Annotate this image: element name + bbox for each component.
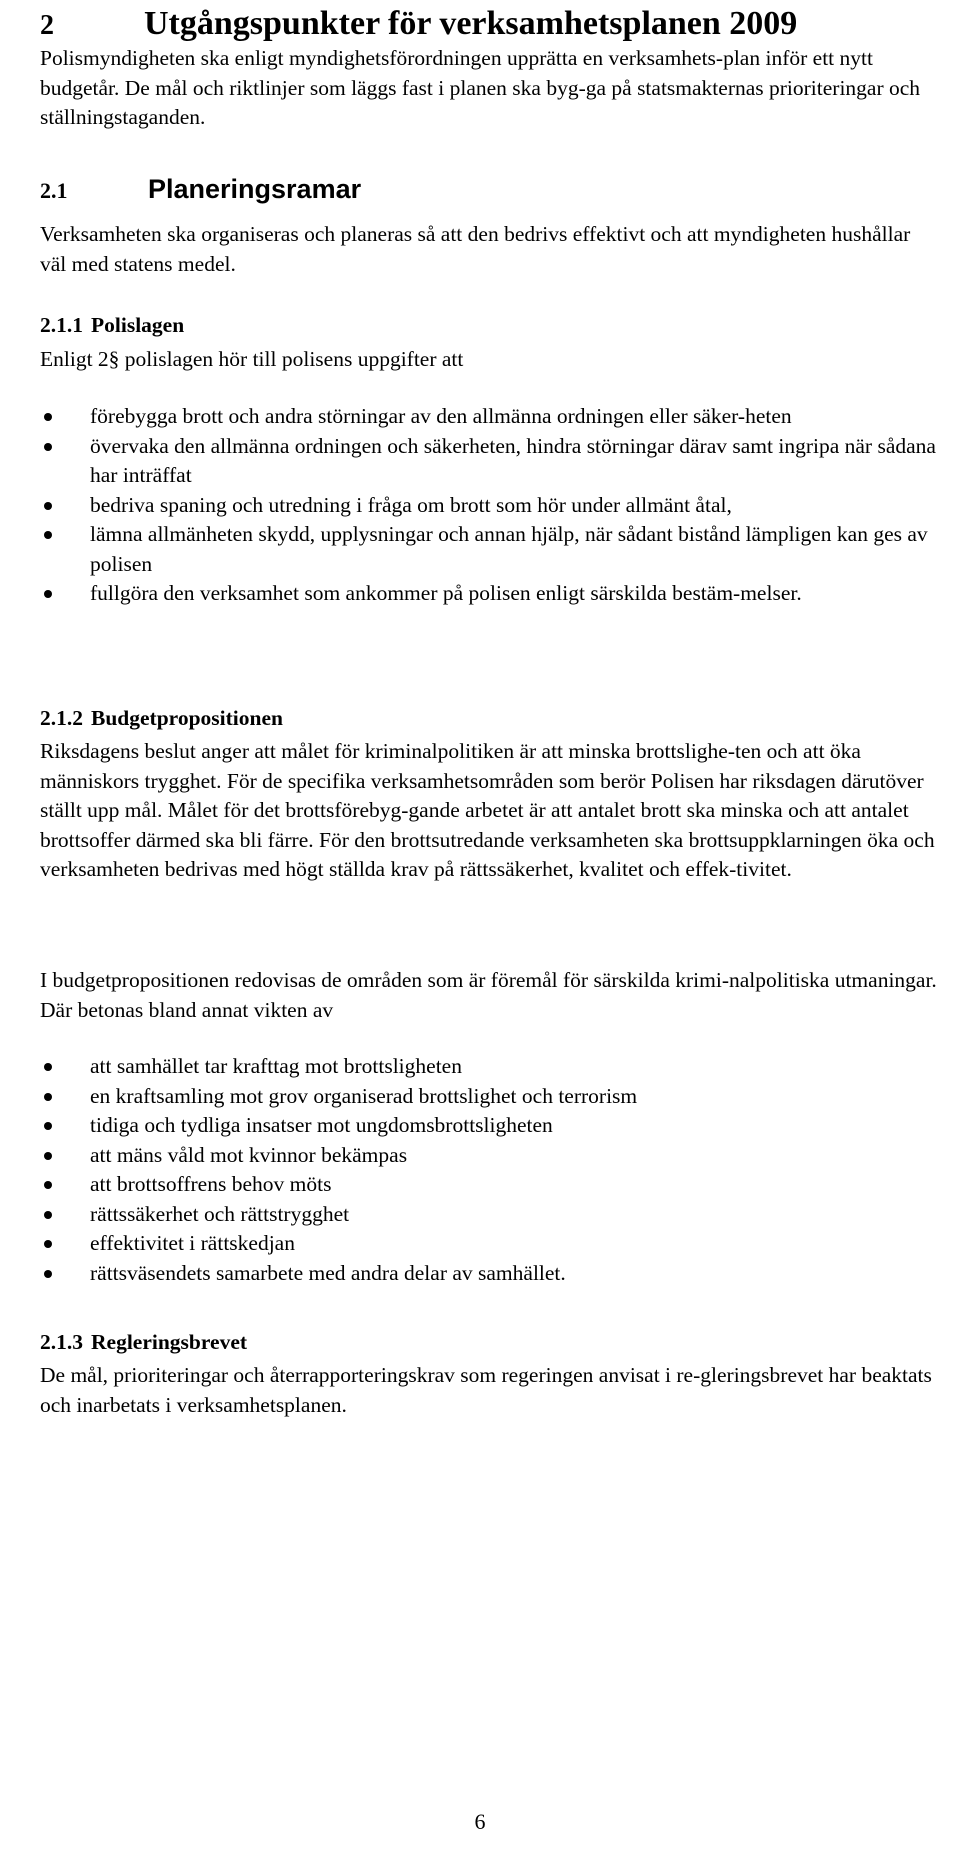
subsection-heading-planeringsramar [40, 172, 940, 208]
bullet-icon [44, 1063, 52, 1071]
section-number: 2 [40, 10, 54, 41]
regleringsbrevet-paragraph: De mål, prioriteringar och återrapporteringskrav som regeringen anvisat i re-gleringsbrevet har beaktats och inarbetats i verksamhetsplanen. [40, 1363, 932, 1417]
section-heading [40, 4, 940, 46]
heading-title: Regleringsbrevet [91, 1330, 248, 1354]
bullet-icon [44, 1093, 52, 1101]
heading-polislagen [40, 311, 940, 339]
list-item: en kraftsamling mot grov organiserad brottslighet och terrorism [40, 1082, 940, 1112]
polislagen-list [40, 402, 940, 609]
heading-title: Polislagen [91, 313, 185, 337]
polislagen-intro: Enligt 2§ polislagen hör till polisens uppgifter att [40, 347, 464, 371]
list-item: bedriva spaning och utredning i fråga om brott som hör under allmänt åtal, [40, 491, 940, 521]
heading-title: Budgetpropositionen [91, 706, 283, 730]
bullet-icon [44, 502, 52, 510]
list-item: att brottsoffrens behov möts [40, 1170, 940, 1200]
section-title: Utgångspunkter för verksamhetsplanen 2009 [144, 5, 798, 42]
list-item: att mäns våld mot kvinnor bekämpas [40, 1141, 940, 1171]
subsection-title: Planeringsramar [148, 174, 362, 204]
bullet-icon [44, 1152, 52, 1160]
heading-regleringsbrevet [40, 1328, 940, 1356]
bullet-icon [44, 443, 52, 451]
bullet-icon [44, 413, 52, 421]
bullet-icon [44, 1181, 52, 1189]
budgetpropositionen-paragraph-1: Riksdagens beslut anger att målet för kriminalpolitiken är att minska brottslighe-ten och att öka människors trygghet. För de specifika verksamhetsområden som berör Polisen har riksdagen därutöver ställt upp mål. Målet för det brottsförebyg-gande arbetet är att antalet brott ska minska och att antalet brottsoffer därmed ska bli färre. För den brottsutredande verksamheten ska brottsuppklarningen öka och verksamheten bedrivas med högt ställda krav på rättssäkerhet, kvalitet och effek-tivitet. [40, 739, 935, 881]
heading-number: 2.1.2 [40, 706, 83, 730]
subsection-number: 2.1 [40, 178, 68, 203]
bullet-icon [44, 1240, 52, 1248]
bullet-icon [44, 1270, 52, 1278]
planeringsramar-paragraph: Verksamheten ska organiseras och planeras så att den bedrivs effektivt och att myndigheten hushållar väl med statens medel. [40, 222, 911, 276]
bullet-icon [44, 1211, 52, 1219]
list-item: övervaka den allmänna ordningen och säkerheten, hindra störningar därav samt ingripa när sådana har inträffat [40, 432, 940, 491]
section-intro-paragraph: Polismyndigheten ska enligt myndighetsförordningen upprätta en verksamhets-plan inför ett nytt budgetår. De mål och riktlinjer som läggs fast i planen ska byg-ga på statsmakternas prioriteringar och ställningstaganden. [40, 46, 921, 129]
list-item: förebygga brott och andra störningar av den allmänna ordningen eller säker-heten [40, 402, 940, 432]
list-item: effektivitet i rättskedjan [40, 1229, 940, 1259]
bullet-icon [44, 590, 52, 598]
list-item: rättsväsendets samarbete med andra delar av samhället. [40, 1259, 940, 1289]
list-item: rättssäkerhet och rättstrygghet [40, 1200, 940, 1230]
list-item: att samhället tar krafttag mot brottsligheten [40, 1052, 940, 1082]
heading-budgetpropositionen [40, 704, 940, 732]
page-number: 6 [474, 1809, 486, 1834]
list-item: fullgöra den verksamhet som ankommer på polisen enligt särskilda bestäm-melser. [40, 579, 940, 609]
list-item: tidiga och tydliga insatser mot ungdomsbrottsligheten [40, 1111, 940, 1141]
bullet-icon [44, 1122, 52, 1130]
bullet-icon [44, 531, 52, 539]
list-item: lämna allmänheten skydd, upplysningar och annan hjälp, när sådant bistånd lämpligen kan ges av polisen [40, 520, 940, 579]
heading-number: 2.1.3 [40, 1330, 83, 1354]
budgetpropositionen-list [40, 1052, 940, 1288]
budgetpropositionen-paragraph-2: I budgetpropositionen redovisas de områden som är föremål för särskilda krimi-nalpolitiska utmaningar. Där betonas bland annat vikten av [40, 968, 937, 1022]
heading-number: 2.1.1 [40, 313, 83, 337]
